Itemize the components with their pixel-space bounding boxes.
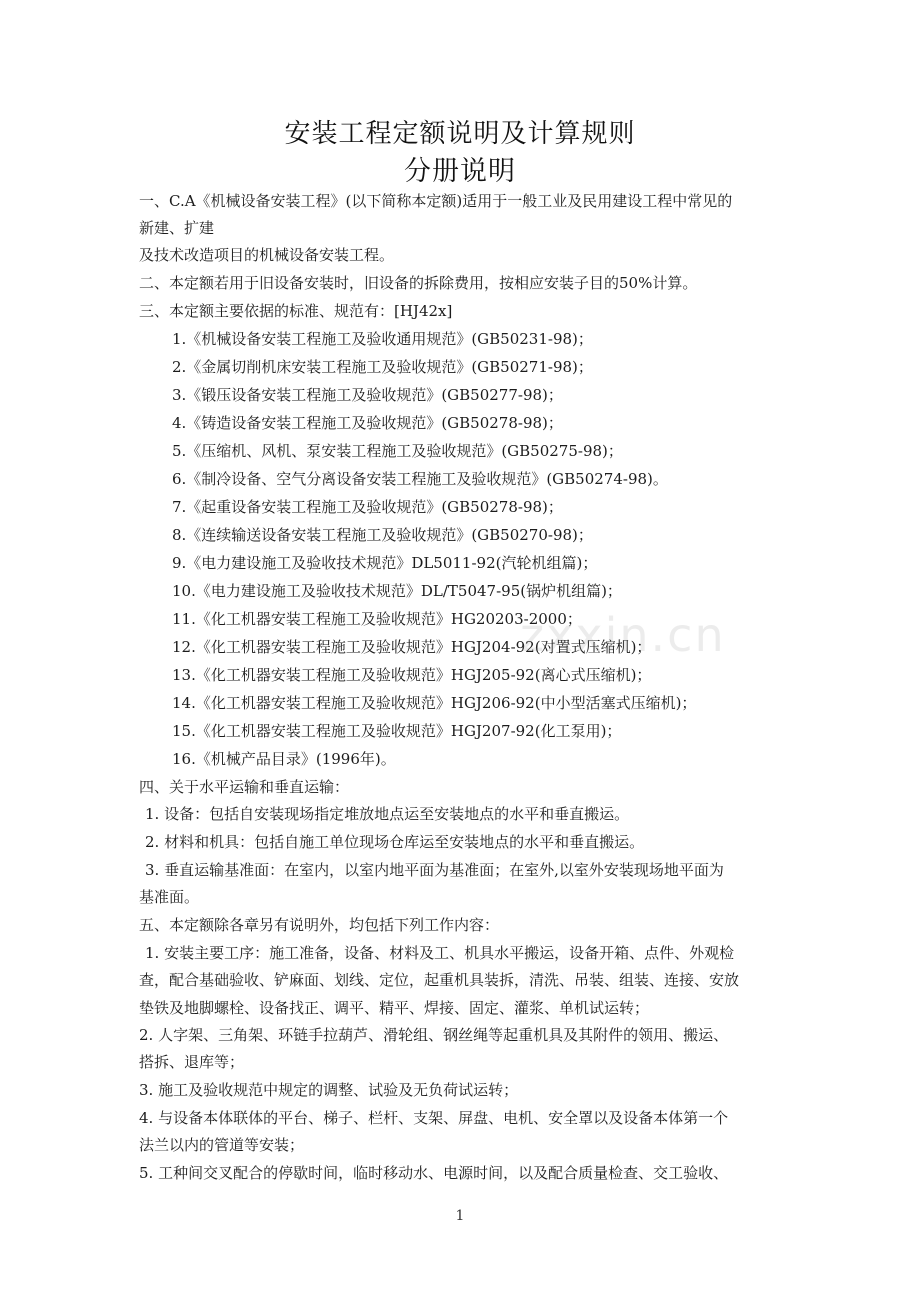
document-title: 安装工程定额说明及计算规则: [284, 119, 636, 149]
standard-list-item: 12.《化工机器安装工程施工及验收规范》HGJ204-92(对置式压缩机)；: [172, 638, 652, 656]
paragraph-line: 1. 设备：包括自安装现场指定堆放地点运至安装地点的水平和垂直搬运。: [145, 805, 630, 823]
paragraph-line: 垫铁及地脚螺栓、设备找正、调平、精平、焊接、固定、灌浆、单机试运转；: [139, 999, 650, 1017]
watermark: zxxin.cn: [520, 608, 726, 662]
paragraph-line: 2. 人字架、三角架、环链手拉葫芦、滑轮组、钢丝绳等起重机具及其附件的领用、搬运、: [139, 1026, 729, 1044]
paragraph-line: 基准面。: [139, 888, 200, 906]
paragraph-line: 二、本定额若用于旧设备安装时，旧设备的拆除费用，按相应安装子目的50%计算。: [139, 274, 698, 292]
standard-list-item: 14.《化工机器安装工程施工及验收规范》HGJ206-92(中小型活塞式压缩机)；: [172, 694, 697, 712]
standard-list-item: 5.《压缩机、风机、泵安装工程施工及验收规范》(GB50275-98)；: [172, 442, 623, 460]
standard-list-item: 7.《起重设备安装工程施工及验收规范》(GB50278-98)；: [172, 498, 563, 516]
standard-list-item: 2.《金属切削机床安装工程施工及验收规范》(GB50271-98)；: [172, 358, 593, 376]
paragraph-line: 4. 与设备本体联体的平台、梯子、栏杆、支架、屏盘、电机、安全罩以及设备本体第一个: [139, 1109, 729, 1127]
standard-list-item: 10.《电力建设施工及验收技术规范》DL/T5047-95(锅炉机组篇)；: [172, 582, 622, 600]
standard-list-item: 16.《机械产品目录》(1996年)。: [172, 750, 396, 768]
paragraph-line: 搭拆、退库等；: [139, 1053, 245, 1071]
document-subtitle: 分册说明: [404, 156, 516, 187]
standard-list-item: 13.《化工机器安装工程施工及验收规范》HGJ205-92(离心式压缩机)；: [172, 666, 652, 684]
standard-list-item: 4.《铸造设备安装工程施工及验收规范》(GB50278-98)；: [172, 414, 563, 432]
paragraph-line: 3. 施工及验收规范中规定的调整、试验及无负荷试运转；: [139, 1081, 519, 1099]
paragraph-line: 法兰以内的管道等安装；: [139, 1136, 305, 1154]
paragraph-line: 及技术改造项目的机械设备安装工程。: [139, 246, 395, 264]
standard-list-item: 8.《连续输送设备安装工程施工及验收规范》(GB50270-98)；: [172, 526, 593, 544]
standard-list-item: 6.《制冷设备、空气分离设备安装工程施工及验收规范》(GB50274-98)。: [172, 470, 668, 488]
standard-list-item: 11.《化工机器安装工程施工及验收规范》HG20203-2000；: [172, 610, 582, 628]
paragraph-line: 新建、扩建: [139, 219, 215, 237]
standard-list-item: 15.《化工机器安装工程施工及验收规范》HGJ207-92(化工泵用)；: [172, 722, 622, 740]
standard-list-item: 3.《锻压设备安装工程施工及验收规范》(GB50277-98)；: [172, 386, 563, 404]
paragraph-line: 三、本定额主要依据的标准、规范有：[HJ42x]: [139, 302, 453, 320]
paragraph-line: 3. 垂直运输基准面：在室内，以室内地平面为基准面；在室外,以室外安装现场地平面为: [145, 861, 724, 879]
standard-list-item: 1.《机械设备安装工程施工及验收通用规范》(GB50231-98)；: [172, 330, 593, 348]
standard-list-item: 9.《电力建设施工及验收技术规范》DL5011-92(汽轮机组篇)；: [172, 554, 598, 572]
paragraph-line: 一、C.A《机械设备安装工程》(以下简称本定额)适用于一般工业及民用建设工程中常见的: [139, 192, 733, 210]
section-heading: 五、本定额除各章另有说明外，均包括下列工作内容：: [139, 916, 500, 934]
page-number: 1: [455, 1208, 465, 1224]
paragraph-line: 5. 工种间交叉配合的停歇时间，临时移动水、电源时间，以及配合质量检查、交工验收、: [139, 1164, 729, 1182]
paragraph-line: 1. 安装主要工序：施工准备，设备、材料及工、机具水平搬运，设备开箱、点件、外观检: [145, 944, 735, 962]
section-heading: 四、关于水平运输和垂直运输：: [139, 778, 350, 796]
paragraph-line: 2. 材料和机具：包括自施工单位现场仓库运至安装地点的水平和垂直搬运。: [145, 833, 645, 851]
paragraph-line: 查，配合基础验收、铲麻面、划线、定位，起重机具装拆，清洗、吊装、组装、连接、安放: [139, 971, 740, 989]
